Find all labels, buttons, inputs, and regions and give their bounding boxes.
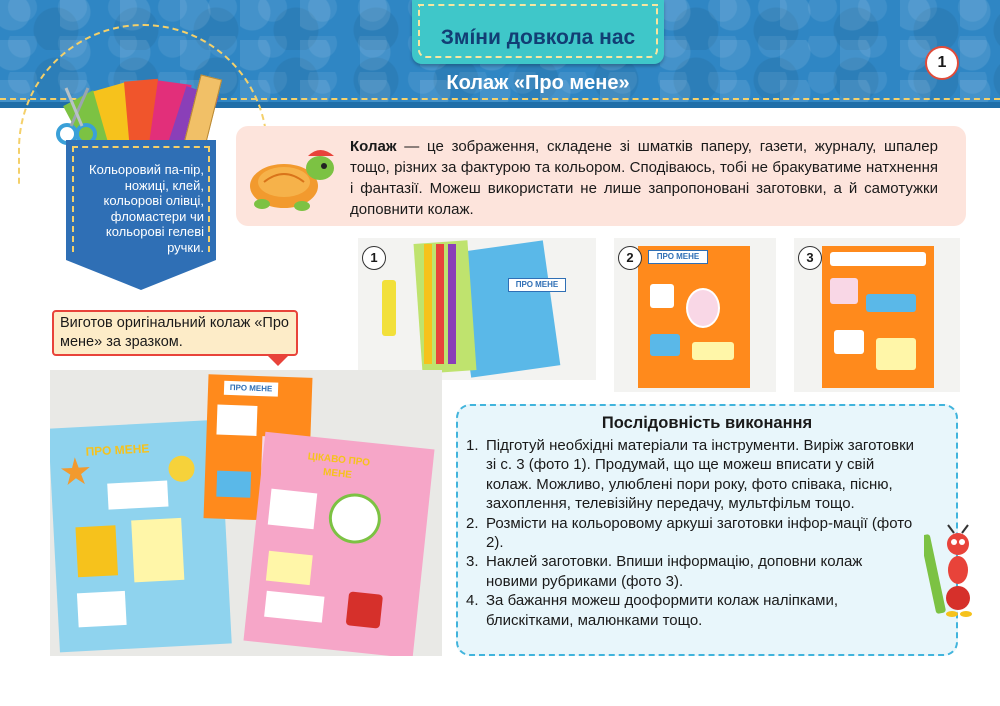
pink-collage-sheet xyxy=(243,432,434,656)
sticker-card xyxy=(830,252,926,266)
sticker-card xyxy=(834,330,864,354)
sticker-card xyxy=(216,471,251,498)
task-callout-text: Виготов оригінальний колаж «Про мене» за зразком. xyxy=(60,315,289,350)
book-character-icon xyxy=(346,591,383,628)
step-item xyxy=(466,591,916,630)
step-item xyxy=(466,514,916,553)
photo-materials xyxy=(358,238,596,380)
materials-list: Кольоровий па-пір, ножиці, клей, кольорові олівці, фломастери чи кольорові гелеві ручки. xyxy=(89,162,204,255)
sticker-card xyxy=(77,591,127,627)
photo-finished-step xyxy=(794,238,960,392)
scissors-icon xyxy=(54,84,100,148)
page-title: Змíни довкола нас xyxy=(440,26,636,49)
pencil xyxy=(436,244,444,364)
sample-collage-photo xyxy=(50,370,442,656)
intro-text xyxy=(350,136,938,220)
intro-definition: — це зображення, складене зі шматків паперу, газети, журналу, шпалер тощо, різних за фактурою та кольором. Сподіваюсь, тобі не бракуватиме натхнення і фантазії. Можеш використати не лише запропоновані заготовки, а й самотужки доповнити колаж. xyxy=(350,138,938,218)
collage-label: ПРО МЕНЕ xyxy=(224,381,278,397)
page-subtitle: Колаж «Про мене» xyxy=(446,72,630,94)
sticker-card xyxy=(650,284,674,308)
sticker-card xyxy=(692,342,734,360)
collage-label: ЦІКАВО ПРО МЕНЕ xyxy=(307,451,371,481)
page-number: 1 xyxy=(925,46,959,80)
photo-number-2: 2 xyxy=(618,246,642,270)
photo-number-1: 1 xyxy=(362,246,386,270)
step-item xyxy=(466,552,916,591)
sticker-card xyxy=(264,591,324,623)
sticker-card xyxy=(266,551,313,585)
sticker-card xyxy=(216,405,257,436)
sticker-card xyxy=(107,481,168,510)
sun-icon xyxy=(168,455,195,482)
step-text: Підготуй необхідні матеріали та інструменти. Виріж заготовки зі с. 3 (фото 1). Продумай, що ще можеш вписати у свій колаж. Можливо, улюблені пори року, фото співака, пісню, захоплення, телевізійну передачу, мультфільм тощо. xyxy=(486,437,915,513)
step-number: 4. xyxy=(466,592,479,610)
step-number: 3. xyxy=(466,553,479,571)
pencil xyxy=(448,244,456,364)
step-number: 2. xyxy=(466,514,479,532)
step-text: За бажання можеш дооформити колаж наліпками, блискітками, малюнками тощо. xyxy=(486,592,838,629)
photo-frame xyxy=(326,491,383,546)
steps-list xyxy=(466,436,916,630)
callout-arrow-icon xyxy=(268,356,288,366)
pencil xyxy=(424,244,432,364)
step-number: 1. xyxy=(466,437,479,454)
green-sheet xyxy=(414,240,477,373)
collage-label: ПРО МЕНЕ xyxy=(85,441,150,459)
ant-mascot-icon xyxy=(924,524,980,620)
steps-title: Послідовність виконання xyxy=(601,414,813,432)
sticker-card xyxy=(131,518,184,583)
step-text: Наклей заготовки. Впиши інформацію, доповни колаж новими рубриками (фото 3). xyxy=(486,553,863,590)
photo-frame xyxy=(686,288,720,328)
photo-layout-step xyxy=(614,238,776,392)
sticker-card xyxy=(268,489,318,530)
step-item xyxy=(466,436,916,514)
intro-term: Колаж xyxy=(350,138,397,155)
step-text: Розмісти на кольоровому аркуші заготовки інфор-мації (фото 2). xyxy=(486,514,913,552)
blue-collage-sheet xyxy=(50,420,232,653)
sticker-card xyxy=(75,525,118,577)
sticker-card xyxy=(830,278,858,304)
turtle-mascot-icon xyxy=(244,136,340,216)
glue-stick xyxy=(382,280,396,336)
photo-number-3: 3 xyxy=(798,246,822,270)
sticker-card xyxy=(876,338,916,370)
sticker-card xyxy=(866,294,916,312)
sheet-label: ПРО МЕНЕ xyxy=(648,250,708,264)
sheet-label: ПРО МЕНЕ xyxy=(508,278,566,292)
sticker-card xyxy=(650,334,680,356)
